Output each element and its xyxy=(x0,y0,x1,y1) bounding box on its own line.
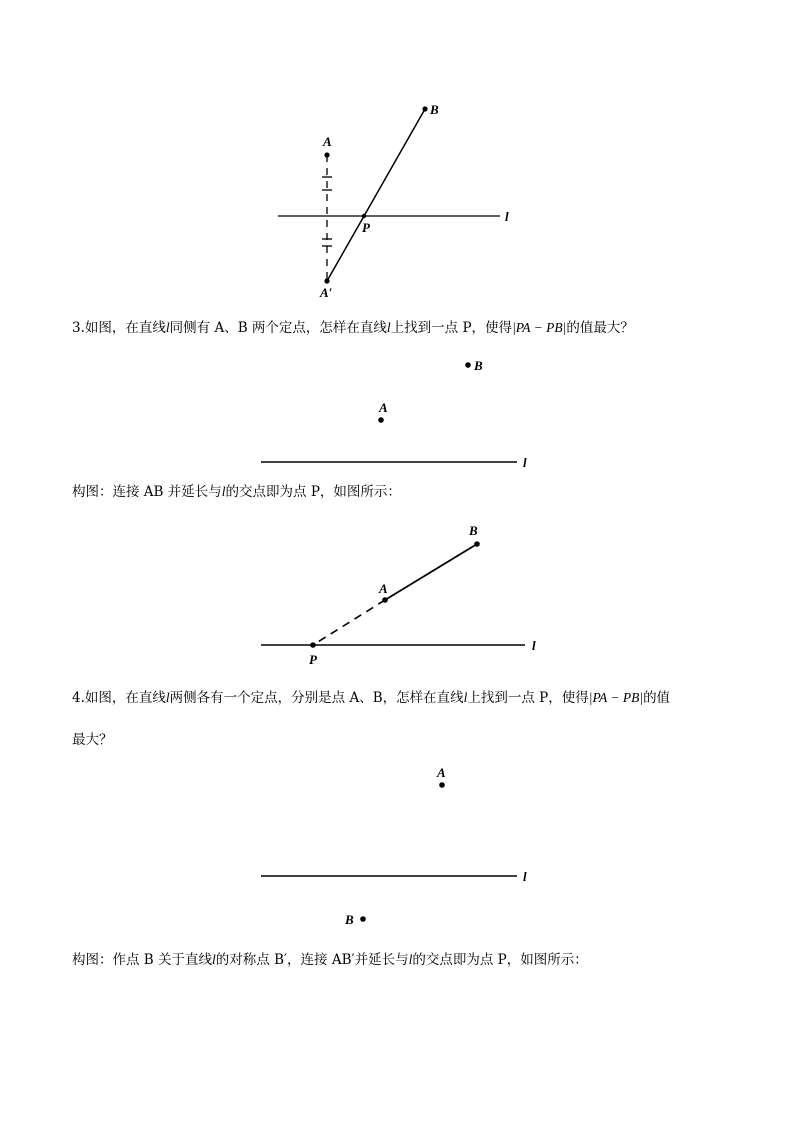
point-B xyxy=(360,916,366,922)
point-A xyxy=(378,417,384,423)
point-A xyxy=(439,782,445,788)
dashed-extension xyxy=(313,600,385,645)
label-l: l xyxy=(505,209,509,224)
point-B xyxy=(422,106,427,111)
figure-extend-AB xyxy=(255,520,545,670)
label-A-prime: A′ xyxy=(320,285,333,300)
point-B xyxy=(474,541,480,547)
segment-AB xyxy=(385,544,477,600)
problem-4-text-line2: 最大？ xyxy=(72,732,113,748)
label-B: B xyxy=(430,102,439,117)
label-P: P xyxy=(309,652,317,667)
label-l: l xyxy=(523,455,527,470)
figure-reflection-construction xyxy=(260,95,530,305)
point-A-prime xyxy=(324,278,329,283)
problem-4-text-line1: 4.如图，在直线l两侧各有一个定点，分别是点 A、B，怎样在直线l上找到一点 P，使得|PA − PB|的值 xyxy=(72,690,671,706)
label-B: B xyxy=(474,358,483,373)
point-P xyxy=(362,214,366,218)
segment-A-prime-B xyxy=(327,109,425,281)
label-B: B xyxy=(345,912,354,927)
point-A xyxy=(324,152,329,157)
label-B: B xyxy=(469,523,478,538)
figure-same-side xyxy=(255,350,545,475)
label-P: P xyxy=(362,220,370,235)
construction-4-text: 构图：作点 B 关于直线l的对称点 B′，连接 AB′并延长与l的交点即为点 P，如图所示： xyxy=(72,952,588,968)
label-A: A xyxy=(379,581,388,596)
label-l: l xyxy=(523,869,527,884)
label-A: A xyxy=(437,765,446,780)
problem-3-text: 3.如图，在直线l同侧有 A、B 两个定点，怎样在直线l上找到一点 P，使得|PA − PB|的值最大？ xyxy=(72,320,634,336)
point-B xyxy=(465,362,471,368)
label-A: A xyxy=(379,400,388,415)
label-A: A xyxy=(323,134,332,149)
point-A xyxy=(382,597,388,603)
figure-opposite-sides xyxy=(255,760,545,935)
label-l: l xyxy=(532,638,536,653)
point-P xyxy=(310,642,316,648)
construction-3-text: 构图：连接 AB 并延长与l的交点即为点 P，如图所示： xyxy=(72,484,401,500)
